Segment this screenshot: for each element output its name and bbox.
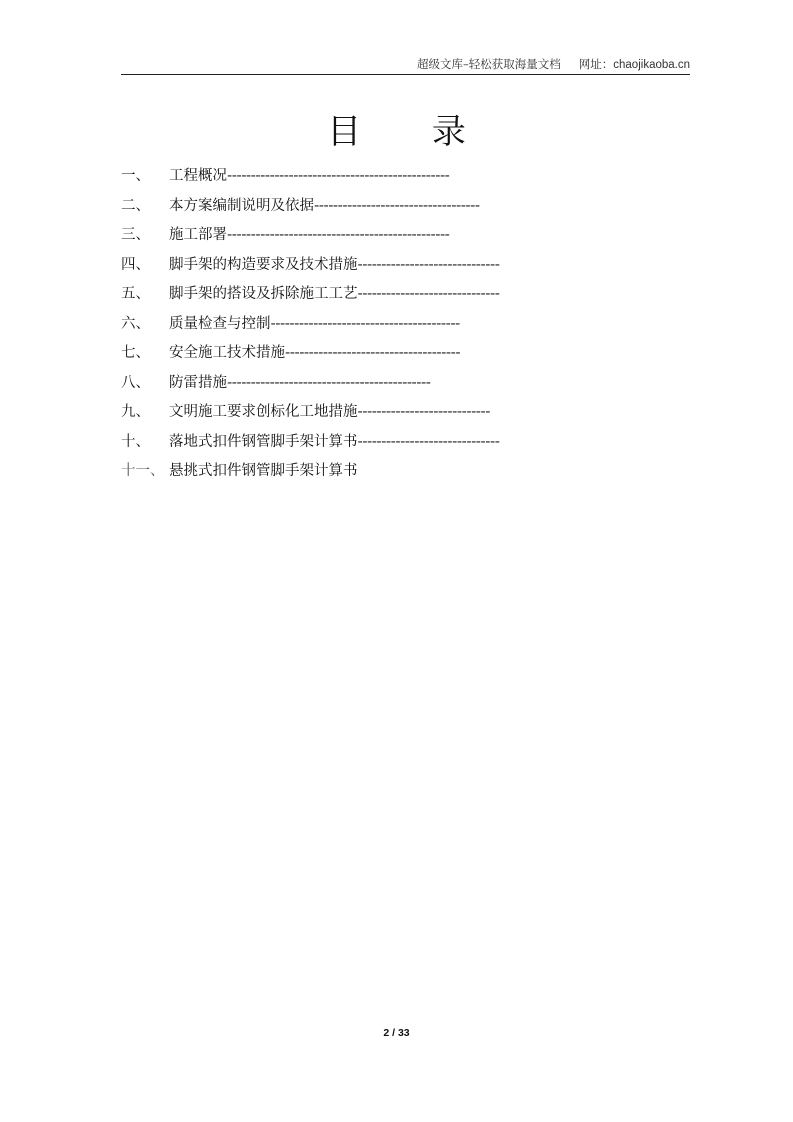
toc-number: 十一、 (121, 463, 165, 479)
toc-title: 脚手架的搭设及拆除施工工艺 (169, 286, 358, 302)
toc-number: 八、 (121, 374, 150, 391)
toc-title: 施工部署 (169, 227, 227, 243)
page-number: 2 / 33 (383, 1027, 410, 1039)
toc-entry[interactable] (121, 460, 621, 490)
page-header (121, 56, 690, 75)
toc-number: 一、 (121, 168, 150, 184)
toc-number: 二、 (121, 197, 150, 214)
toc-leader: ----------------------------------------------- (227, 227, 450, 243)
toc-title: 本方案编制说明及依据 (169, 197, 314, 214)
toc-leader: ----------------------------------------------- (227, 168, 450, 184)
toc-title: 安全施工技术措施 (169, 345, 285, 361)
toc-entry[interactable] (121, 224, 621, 254)
toc-leader: ------------------------------ (357, 433, 500, 450)
toc-leader: ------------------------------------------- (227, 374, 431, 391)
toc-title: 防雷措施 (169, 374, 227, 391)
toc-leader: ----------------------------------- (314, 197, 480, 214)
toc-title: 工程概况 (169, 168, 227, 184)
toc-entry[interactable] (121, 283, 621, 313)
toc-title: 脚手架的构造要求及技术措施 (169, 256, 358, 273)
header-url-label: 网址： (578, 57, 614, 71)
toc-title: 质量检查与控制 (169, 315, 271, 332)
toc-entry[interactable] (121, 372, 621, 402)
page-title: 目 录 (327, 112, 496, 152)
toc-leader: ---------------------------- (357, 404, 491, 420)
toc-number: 九、 (121, 404, 150, 420)
toc-title: 文明施工要求创标化工地措施 (169, 404, 358, 420)
toc-leader: ---------------------------------------- (270, 315, 460, 332)
toc-title: 落地式扣件钢管脚手架计算书 (169, 433, 358, 450)
toc-entry[interactable] (121, 313, 621, 343)
toc-number: 六、 (121, 315, 150, 332)
toc-leader: ------------------------------ (357, 286, 500, 302)
toc-title: 悬挑式扣件钢管脚手架计算书 (169, 463, 358, 479)
toc-number: 七、 (121, 345, 150, 361)
toc-number: 十、 (121, 433, 150, 450)
toc-number: 四、 (121, 256, 150, 273)
toc-leader: ------------------------------------- (285, 345, 461, 361)
toc-entry[interactable] (121, 195, 621, 225)
header-site-name: 超级文库–轻松获取海量文档 (417, 57, 561, 71)
toc-entry[interactable] (121, 431, 621, 461)
toc-number: 五、 (121, 286, 150, 302)
header-url[interactable]: chaojikaoba.cn (613, 59, 690, 71)
toc-number: 三、 (121, 227, 150, 243)
toc-entry[interactable] (121, 401, 621, 431)
toc-entry[interactable] (121, 254, 621, 284)
toc-leader: ------------------------------ (357, 256, 500, 273)
table-of-contents (121, 165, 621, 490)
toc-entry[interactable] (121, 342, 621, 372)
toc-entry[interactable] (121, 165, 621, 195)
